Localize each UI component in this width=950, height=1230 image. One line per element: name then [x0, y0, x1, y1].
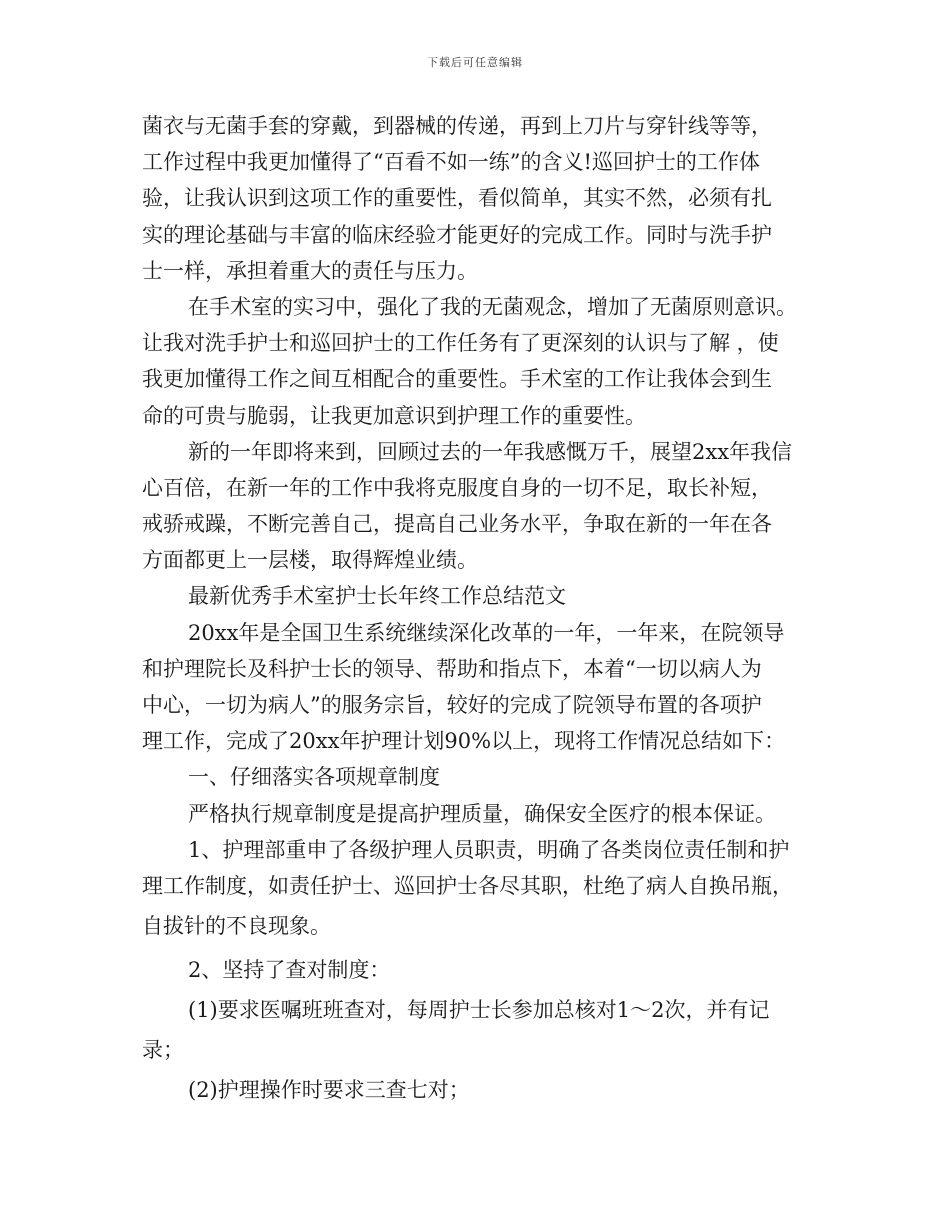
text-line: 2、坚持了查对制度：: [188, 958, 391, 983]
text-line: 中心，一切为病人”的服务宗旨，较好的完成了院领导布置的各项护: [142, 693, 762, 717]
text-line: (2)护理操作时要求三查七对；: [188, 1078, 470, 1103]
text-line: 我更加懂得工作之间互相配合的重要性。手术室的工作让我体会到生: [142, 367, 772, 392]
text-line: 命的可贵与脆弱，让我更加意识到护理工作的重要性。: [142, 403, 646, 428]
text-line: 自拔针的不良现象。: [142, 914, 331, 939]
text-line: 在手术室的实习中，强化了我的无菌观念，增加了无菌原则意识。: [188, 294, 797, 319]
text-line: 戒骄戒躁，不断完善自己，提高自己业务水平，争取在新的一年在各: [142, 512, 772, 537]
text-line: 让我对洗手护士和巡回护士的工作任务有了更深刻的认识与了解 ，使: [142, 331, 779, 356]
text-line: 士一样，承担着重大的责任与压力。: [142, 258, 478, 283]
text-line: 1、护理部重申了各级护理人员职责，明确了各类岗位责任制和护: [188, 837, 790, 862]
text-line: 实的理论基础与丰富的临床经验才能更好的完成工作。同时与洗手护: [142, 222, 772, 247]
text-line: 理工作制度，如责任护士、巡回护士各尽其职，杜绝了病人自换吊瓶，: [142, 873, 793, 898]
text-line: 和护理院长及科护士长的领导、帮助和指点下，本着“一切以病人为: [142, 656, 762, 681]
text-line: 严格执行规章制度是提高护理质量，确保安全医疗的根本保证。: [188, 801, 776, 826]
text-line: 最新优秀手术室护士长年终工作总结范文: [188, 584, 566, 609]
text-line: 工作过程中我更加懂得了“百看不如一练”的含义!巡回护士的工作体: [142, 150, 760, 175]
text-line: 录；: [142, 1038, 184, 1063]
text-line: 理工作，完成了20xx年护理计划90%以上，现将工作情况总结如下：: [142, 729, 786, 754]
text-line: (1)要求医嘱班班查对，每周护士长参加总核对1～2次，并有记: [188, 998, 770, 1023]
text-line: 心百倍，在新一年的工作中我将克服度自身的一切不足，取长补短，: [142, 475, 772, 500]
text-line: 一、仔细落实各项规章制度: [188, 765, 440, 790]
document-body: [142, 108, 810, 1109]
text-line: 20xx年是全国卫生系统继续深化改革的一年，一年来，在院领导: [188, 620, 785, 645]
text-line: 菌衣与无菌手套的穿戴，到器械的传递，再到上刀片与穿针线等等，: [142, 114, 772, 138]
page-header: 下载后可任意编辑: [427, 56, 523, 69]
text-line: 方面都更上一层楼，取得辉煌业绩。: [142, 548, 478, 573]
text-line: 验，让我认识到这项工作的重要性，看似简单，其实不然，必须有扎: [142, 186, 772, 211]
text-line: 新的一年即将来到，回顾过去的一年我感慨万千，展望2xx年我信: [188, 439, 793, 464]
